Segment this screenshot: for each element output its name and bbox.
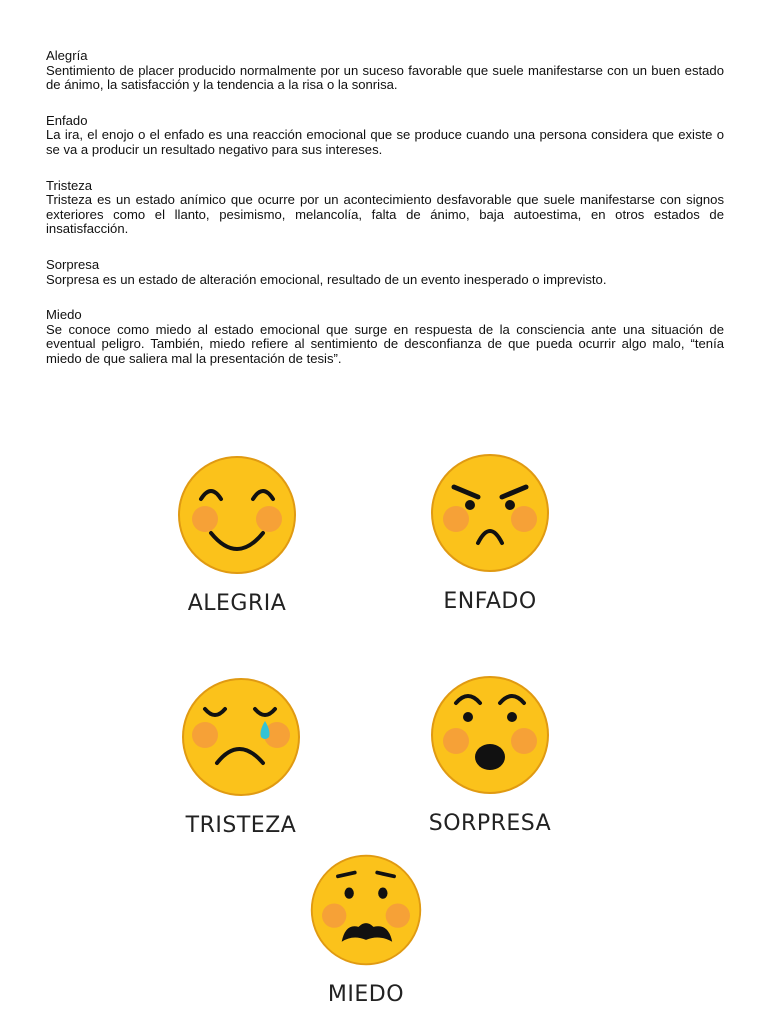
emotion-miedo <box>266 852 466 1007</box>
section-body: Se conoce como miedo al estado emocional que surge en respuesta de la consciencia ante una situación de eventual peligro. También, miedo refiere al sentimiento de desconfianza de que pueda ocurrir algo malo, “tenía miedo de que saliera mal la presentación de tesis”. <box>46 321 724 366</box>
section-body: Tristeza es un estado anímico que ocurre por un acontecimiento desfavorable que suele manifestarse con signos exteriores como el llanto, pesimismo, melancolía, falta de ánimo, baja autoestima, en otros estados de insatisfacción. <box>46 192 724 237</box>
section-body: Sorpresa es un estado de alteración emocional, resultado de un evento inesperado o imprevisto. <box>46 271 607 287</box>
section-miedo <box>46 308 724 366</box>
section-alegria <box>46 49 724 93</box>
emotion-sorpresa <box>390 673 590 836</box>
section-body: La ira, el enojo o el enfado es una reacción emocional que se produce cuando una persona considera que existe o se va a producir un resultado negativo para sus intereses. <box>46 127 724 157</box>
section-title: Sorpresa <box>46 256 100 272</box>
section-sorpresa <box>46 258 724 287</box>
emotion-tristeza <box>141 675 341 838</box>
happy-face-icon <box>175 453 299 577</box>
section-title: Enfado <box>46 112 88 128</box>
section-title: Tristeza <box>46 177 93 193</box>
section-tristeza <box>46 179 724 237</box>
document-text <box>46 49 724 388</box>
surprised-face-icon <box>428 673 552 797</box>
section-title: Miedo <box>46 307 82 323</box>
emotion-label: MIEDO <box>327 982 405 1007</box>
emotion-label: SORPRESA <box>428 811 552 836</box>
emotion-alegria <box>137 453 337 616</box>
sad-crying-face-icon <box>179 675 303 799</box>
emotion-label: ALEGRIA <box>187 591 287 616</box>
section-enfado <box>46 114 724 158</box>
section-body: Sentimiento de placer producido normalmente por un suceso favorable que suele manifestarse con un buen estado de ánimo, la satisfacción y la tendencia a la risa o la sonrisa. <box>46 62 724 93</box>
emotion-label: ENFADO <box>443 589 537 614</box>
section-title: Alegría <box>46 48 88 63</box>
emotion-label: TRISTEZA <box>185 813 297 838</box>
angry-face-icon <box>428 451 552 575</box>
emotion-enfado <box>390 451 590 614</box>
fearful-face-icon <box>308 852 424 968</box>
